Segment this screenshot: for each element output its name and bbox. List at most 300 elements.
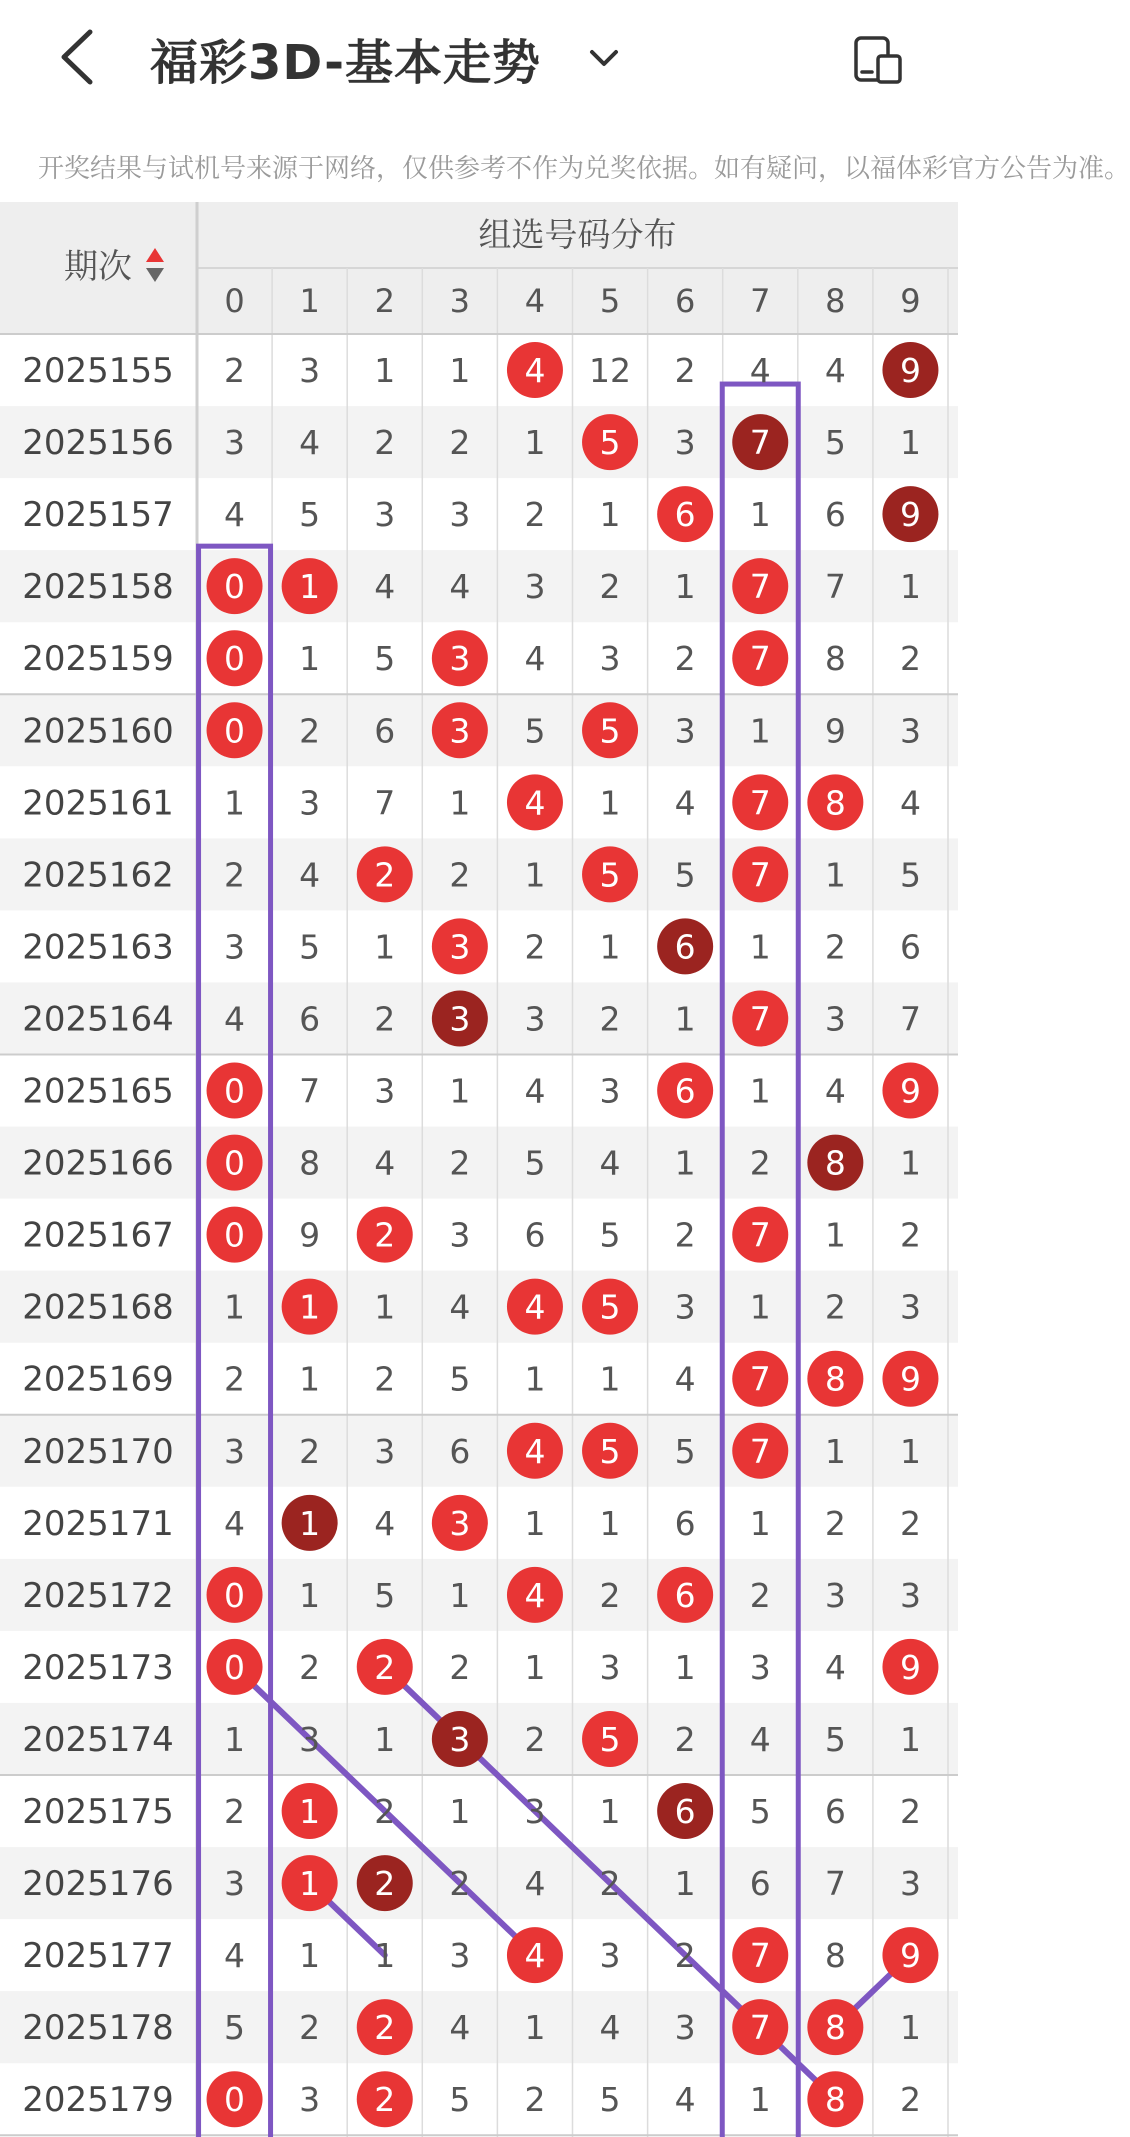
miss-count: 1 <box>899 2008 921 2048</box>
miss-count: 1 <box>749 495 771 535</box>
table-row <box>22 1495 921 1551</box>
hit-number: 7 <box>749 1215 771 1255</box>
period-cell: 2025178 <box>22 2008 174 2049</box>
digit-header-9: 9 <box>900 282 921 320</box>
miss-count: 1 <box>524 855 546 895</box>
miss-count: 5 <box>599 1215 621 1255</box>
miss-count: 2 <box>674 639 696 679</box>
miss-count: 2 <box>899 1503 921 1543</box>
miss-count: 5 <box>599 2080 621 2120</box>
miss-count: 2 <box>674 1936 696 1976</box>
miss-count: 2 <box>449 1143 471 1183</box>
period-cell: 2025155 <box>22 351 174 392</box>
hit-number: 2 <box>374 1215 396 1255</box>
miss-count: 5 <box>824 423 846 463</box>
miss-count: 1 <box>449 783 471 823</box>
miss-count: 2 <box>599 1575 621 1615</box>
miss-count: 4 <box>299 423 321 463</box>
miss-count: 6 <box>299 999 321 1039</box>
miss-count: 12 <box>589 351 632 391</box>
chevron-down-icon[interactable] <box>584 38 624 78</box>
miss-count: 2 <box>449 423 471 463</box>
miss-count: 8 <box>299 1143 321 1183</box>
trend-table <box>0 202 958 2137</box>
hit-number: 2 <box>374 2080 396 2120</box>
miss-count: 4 <box>599 1143 621 1183</box>
hit-number: 9 <box>899 351 921 391</box>
period-cell: 2025171 <box>22 1503 174 1544</box>
miss-count: 5 <box>899 855 921 895</box>
miss-count: 1 <box>524 2008 546 2048</box>
hit-number: 1 <box>299 1287 321 1327</box>
group-label: 组选号码分布 <box>478 215 677 254</box>
miss-count: 1 <box>899 423 921 463</box>
table-row <box>22 1063 938 1119</box>
miss-count: 2 <box>524 927 546 967</box>
table-row <box>22 774 921 830</box>
hit-number: 0 <box>224 567 246 607</box>
miss-count: 5 <box>824 1719 846 1759</box>
hit-number: 7 <box>749 783 771 823</box>
miss-count: 1 <box>749 927 771 967</box>
miss-count: 2 <box>674 1719 696 1759</box>
miss-count: 1 <box>374 927 396 967</box>
hit-number: 4 <box>524 1936 546 1976</box>
hit-number: 8 <box>824 2008 846 2048</box>
miss-count: 4 <box>824 1647 846 1687</box>
miss-count: 1 <box>599 495 621 535</box>
miss-count: 2 <box>899 1792 921 1832</box>
miss-count: 1 <box>749 711 771 751</box>
miss-count: 1 <box>674 1864 696 1904</box>
table-row <box>22 630 921 686</box>
digit-header-8: 8 <box>825 282 846 320</box>
miss-count: 4 <box>224 999 246 1039</box>
hit-number: 7 <box>749 639 771 679</box>
miss-count: 1 <box>749 1071 771 1111</box>
miss-count: 9 <box>824 711 846 751</box>
period-column-header: 期次 <box>64 247 132 287</box>
hit-number: 4 <box>524 1431 546 1471</box>
miss-count: 2 <box>524 495 546 535</box>
hit-number: 7 <box>749 999 771 1039</box>
miss-count: 4 <box>524 1864 546 1904</box>
hit-number: 0 <box>224 1071 246 1111</box>
miss-count: 4 <box>449 1287 471 1327</box>
miss-count: 1 <box>824 1215 846 1255</box>
miss-count: 1 <box>374 1936 396 1976</box>
period-cell: 2025162 <box>22 855 174 896</box>
miss-count: 1 <box>374 1287 396 1327</box>
miss-count: 6 <box>374 711 396 751</box>
hit-number: 6 <box>674 1792 696 1832</box>
miss-count: 1 <box>599 927 621 967</box>
miss-count: 5 <box>299 495 321 535</box>
miss-count: 1 <box>524 1503 546 1543</box>
miss-count: 3 <box>749 1647 771 1687</box>
miss-count: 2 <box>824 1503 846 1543</box>
disclaimer-notice <box>0 130 1130 192</box>
miss-count: 4 <box>374 1503 396 1543</box>
miss-count: 3 <box>674 2008 696 2048</box>
miss-count: 3 <box>449 1936 471 1976</box>
table-row <box>22 486 938 542</box>
miss-count: 5 <box>674 855 696 895</box>
period-cell: 2025161 <box>22 783 174 824</box>
miss-count: 3 <box>374 1431 396 1471</box>
miss-count: 4 <box>299 855 321 895</box>
miss-count: 7 <box>299 1071 321 1111</box>
digit-header-7: 7 <box>750 282 771 320</box>
hit-number: 8 <box>824 1359 846 1399</box>
miss-count: 3 <box>449 1215 471 1255</box>
miss-count: 1 <box>224 1719 246 1759</box>
hit-number: 5 <box>599 1719 621 1759</box>
miss-count: 3 <box>224 1431 246 1471</box>
miss-count: 2 <box>224 855 246 895</box>
miss-count: 6 <box>524 1215 546 1255</box>
miss-count: 3 <box>299 783 321 823</box>
hit-number: 3 <box>449 927 471 967</box>
table-row <box>22 1927 938 1983</box>
miss-count: 2 <box>824 1287 846 1327</box>
hit-number: 9 <box>899 1647 921 1687</box>
miss-count: 5 <box>299 927 321 967</box>
miss-count: 4 <box>524 1071 546 1111</box>
hit-number: 2 <box>374 2008 396 2048</box>
miss-count: 4 <box>599 2008 621 2048</box>
miss-count: 3 <box>899 711 921 751</box>
hit-number: 3 <box>449 639 471 679</box>
miss-count: 4 <box>449 567 471 607</box>
miss-count: 1 <box>749 1287 771 1327</box>
miss-count: 2 <box>524 1719 546 1759</box>
miss-count: 3 <box>899 1864 921 1904</box>
miss-count: 2 <box>299 2008 321 2048</box>
miss-count: 7 <box>374 783 396 823</box>
table-row <box>22 342 938 398</box>
hit-number: 9 <box>899 495 921 535</box>
miss-count: 5 <box>749 1792 771 1832</box>
miss-count: 1 <box>299 1575 321 1615</box>
miss-count: 3 <box>824 1575 846 1615</box>
miss-count: 2 <box>299 711 321 751</box>
miss-count: 1 <box>374 1719 396 1759</box>
miss-count: 3 <box>674 423 696 463</box>
miss-count: 1 <box>674 1143 696 1183</box>
hit-number: 5 <box>599 1287 621 1327</box>
miss-count: 1 <box>449 1575 471 1615</box>
miss-count: 1 <box>899 1143 921 1183</box>
miss-count: 2 <box>824 927 846 967</box>
miss-count: 1 <box>299 1936 321 1976</box>
miss-count: 5 <box>524 711 546 751</box>
miss-count: 5 <box>374 1575 396 1615</box>
table-row <box>22 1207 921 1263</box>
hit-number: 4 <box>524 1575 546 1615</box>
miss-count: 3 <box>899 1575 921 1615</box>
miss-count: 3 <box>899 1287 921 1327</box>
page-title: 福彩3D-基本走势 <box>150 35 542 91</box>
period-cell: 2025170 <box>22 1431 174 1472</box>
miss-count: 1 <box>749 1503 771 1543</box>
miss-count: 2 <box>899 2080 921 2120</box>
hit-number: 6 <box>674 927 696 967</box>
hit-number: 9 <box>899 1071 921 1111</box>
miss-count: 1 <box>224 1287 246 1327</box>
hit-number: 8 <box>824 1143 846 1183</box>
table-row <box>22 918 921 974</box>
miss-count: 2 <box>299 1431 321 1471</box>
digit-header-6: 6 <box>674 282 696 320</box>
miss-count: 5 <box>224 2008 246 2048</box>
miss-count: 2 <box>674 351 696 391</box>
period-cell: 2025177 <box>22 1936 174 1977</box>
hit-number: 3 <box>449 711 471 751</box>
miss-count: 3 <box>224 423 246 463</box>
digit-header-2: 2 <box>374 282 395 320</box>
hit-number: 8 <box>824 783 846 823</box>
hit-number: 1 <box>299 567 321 607</box>
miss-count: 3 <box>524 1792 546 1832</box>
table-row <box>22 1639 938 1695</box>
miss-count: 1 <box>449 1792 471 1832</box>
miss-count: 3 <box>299 351 321 391</box>
miss-count: 1 <box>599 1792 621 1832</box>
miss-count: 1 <box>449 1071 471 1111</box>
miss-count: 3 <box>599 639 621 679</box>
miss-count: 2 <box>899 1215 921 1255</box>
miss-count: 4 <box>824 351 846 391</box>
miss-count: 1 <box>674 999 696 1039</box>
hit-number: 5 <box>599 711 621 751</box>
hit-number: 1 <box>299 1503 321 1543</box>
miss-count: 7 <box>899 999 921 1039</box>
hit-number: 7 <box>749 855 771 895</box>
miss-count: 5 <box>449 2080 471 2120</box>
miss-count: 3 <box>224 927 246 967</box>
miss-count: 2 <box>374 423 396 463</box>
miss-count: 8 <box>824 639 846 679</box>
miss-count: 2 <box>449 1864 471 1904</box>
hit-number: 5 <box>599 1431 621 1471</box>
hit-number: 0 <box>224 2080 246 2120</box>
hit-number: 7 <box>749 567 771 607</box>
miss-count: 2 <box>299 1647 321 1687</box>
miss-count: 2 <box>899 639 921 679</box>
miss-count: 1 <box>449 351 471 391</box>
disclaimer-text: 开奖结果与试机号来源于网络，仅供参考不作为兑奖依据。如有疑问，以福体彩官方公告为准。 <box>38 154 1130 184</box>
miss-count: 1 <box>599 783 621 823</box>
miss-count: 9 <box>299 1215 321 1255</box>
miss-count: 1 <box>899 1719 921 1759</box>
table-row <box>22 1783 921 1839</box>
miss-count: 1 <box>674 567 696 607</box>
miss-count: 2 <box>524 2080 546 2120</box>
miss-count: 3 <box>374 495 396 535</box>
miss-count: 3 <box>599 1071 621 1111</box>
miss-count: 1 <box>899 567 921 607</box>
miss-count: 5 <box>524 1143 546 1183</box>
miss-count: 3 <box>224 1864 246 1904</box>
hit-number: 0 <box>224 1647 246 1687</box>
miss-count: 3 <box>449 495 471 535</box>
back-arrow-icon[interactable] <box>52 22 112 92</box>
miss-count: 7 <box>824 567 846 607</box>
period-cell: 2025179 <box>22 2080 174 2121</box>
miss-count: 6 <box>899 927 921 967</box>
miss-count: 3 <box>674 1287 696 1327</box>
miss-count: 4 <box>749 351 771 391</box>
digit-header-3: 3 <box>449 282 471 320</box>
miss-count: 4 <box>224 1503 246 1543</box>
miss-count: 2 <box>599 1864 621 1904</box>
miss-count: 2 <box>674 1215 696 1255</box>
miss-count: 1 <box>599 1359 621 1399</box>
miss-count: 3 <box>524 999 546 1039</box>
miss-count: 2 <box>749 1575 771 1615</box>
miss-count: 4 <box>899 783 921 823</box>
miss-count: 3 <box>674 711 696 751</box>
miss-count: 6 <box>824 495 846 535</box>
period-cell: 2025160 <box>22 711 174 752</box>
miss-count: 2 <box>224 351 246 391</box>
miss-count: 5 <box>374 639 396 679</box>
period-cell: 2025174 <box>22 1719 174 1760</box>
hit-number: 9 <box>899 1936 921 1976</box>
miss-count: 3 <box>599 1936 621 1976</box>
period-cell: 2025158 <box>22 567 174 608</box>
miss-count: 1 <box>299 1359 321 1399</box>
period-cell: 2025164 <box>22 999 174 1040</box>
device-switch-icon[interactable] <box>852 34 904 86</box>
miss-count: 3 <box>824 999 846 1039</box>
miss-count: 1 <box>524 423 546 463</box>
top-bar <box>0 0 958 120</box>
miss-count: 2 <box>224 1359 246 1399</box>
miss-count: 1 <box>224 783 246 823</box>
miss-count: 4 <box>449 2008 471 2048</box>
digit-header-5: 5 <box>599 282 621 320</box>
miss-count: 3 <box>374 1071 396 1111</box>
digit-header-0: 0 <box>224 282 245 320</box>
miss-count: 3 <box>299 1719 321 1759</box>
period-cell: 2025176 <box>22 1864 174 1905</box>
miss-count: 2 <box>749 1143 771 1183</box>
period-cell: 2025169 <box>22 1359 174 1400</box>
miss-count: 3 <box>524 567 546 607</box>
digit-header-1: 1 <box>299 282 320 320</box>
miss-count: 4 <box>524 639 546 679</box>
miss-count: 2 <box>374 999 396 1039</box>
period-cell: 2025166 <box>22 1143 174 1184</box>
miss-count: 1 <box>674 1647 696 1687</box>
miss-count: 6 <box>824 1792 846 1832</box>
hit-number: 7 <box>749 2008 771 2048</box>
miss-count: 1 <box>824 1431 846 1471</box>
miss-count: 4 <box>224 495 246 535</box>
hit-number: 4 <box>524 351 546 391</box>
hit-number: 7 <box>749 1359 771 1399</box>
table-row <box>22 1351 938 1407</box>
hit-number: 6 <box>674 495 696 535</box>
period-cell: 2025175 <box>22 1792 174 1833</box>
hit-number: 5 <box>599 423 621 463</box>
digit-header-4: 4 <box>524 282 546 320</box>
hit-number: 0 <box>224 711 246 751</box>
hit-number: 5 <box>599 855 621 895</box>
period-cell: 2025172 <box>22 1575 174 1616</box>
hit-number: 7 <box>749 1431 771 1471</box>
hit-number: 9 <box>899 1359 921 1399</box>
miss-count: 4 <box>674 783 696 823</box>
miss-count: 3 <box>599 1647 621 1687</box>
hit-number: 7 <box>749 1936 771 1976</box>
miss-count: 2 <box>224 1792 246 1832</box>
hit-number: 7 <box>749 423 771 463</box>
miss-count: 2 <box>599 567 621 607</box>
period-cell: 2025163 <box>22 927 174 968</box>
miss-count: 1 <box>374 351 396 391</box>
hit-number: 6 <box>674 1575 696 1615</box>
hit-number: 2 <box>374 1864 396 1904</box>
miss-count: 7 <box>824 1864 846 1904</box>
hit-number: 2 <box>374 1647 396 1687</box>
hit-number: 0 <box>224 639 246 679</box>
hit-number: 4 <box>524 783 546 823</box>
miss-count: 4 <box>674 1359 696 1399</box>
miss-count: 5 <box>674 1431 696 1471</box>
miss-count: 2 <box>374 1792 396 1832</box>
miss-count: 2 <box>599 999 621 1039</box>
miss-count: 6 <box>749 1864 771 1904</box>
hit-number: 3 <box>449 1503 471 1543</box>
period-cell: 2025167 <box>22 1215 174 1256</box>
miss-count: 2 <box>449 855 471 895</box>
period-cell: 2025156 <box>22 423 174 464</box>
period-cell: 2025159 <box>22 639 174 680</box>
hit-number: 2 <box>374 855 396 895</box>
miss-count: 6 <box>449 1431 471 1471</box>
miss-count: 3 <box>299 2080 321 2120</box>
miss-count: 8 <box>824 1936 846 1976</box>
hit-number: 3 <box>449 999 471 1039</box>
period-cell: 2025168 <box>22 1287 174 1328</box>
period-cell: 2025157 <box>22 495 174 536</box>
miss-count: 1 <box>599 1503 621 1543</box>
miss-count: 5 <box>449 1359 471 1399</box>
miss-count: 2 <box>449 1647 471 1687</box>
hit-number: 0 <box>224 1143 246 1183</box>
miss-count: 1 <box>299 639 321 679</box>
miss-count: 1 <box>749 2080 771 2120</box>
period-cell: 2025173 <box>22 1647 174 1688</box>
hit-number: 8 <box>824 2080 846 2120</box>
miss-count: 1 <box>899 1431 921 1471</box>
miss-count: 4 <box>674 2080 696 2120</box>
hit-number: 1 <box>299 1792 321 1832</box>
miss-count: 4 <box>374 1143 396 1183</box>
hit-number: 4 <box>524 1287 546 1327</box>
hit-number: 0 <box>224 1575 246 1615</box>
miss-count: 6 <box>674 1503 696 1543</box>
hit-number: 3 <box>449 1719 471 1759</box>
miss-count: 1 <box>524 1647 546 1687</box>
miss-count: 4 <box>374 567 396 607</box>
miss-count: 4 <box>224 1936 246 1976</box>
miss-count: 4 <box>824 1071 846 1111</box>
miss-count: 4 <box>749 1719 771 1759</box>
